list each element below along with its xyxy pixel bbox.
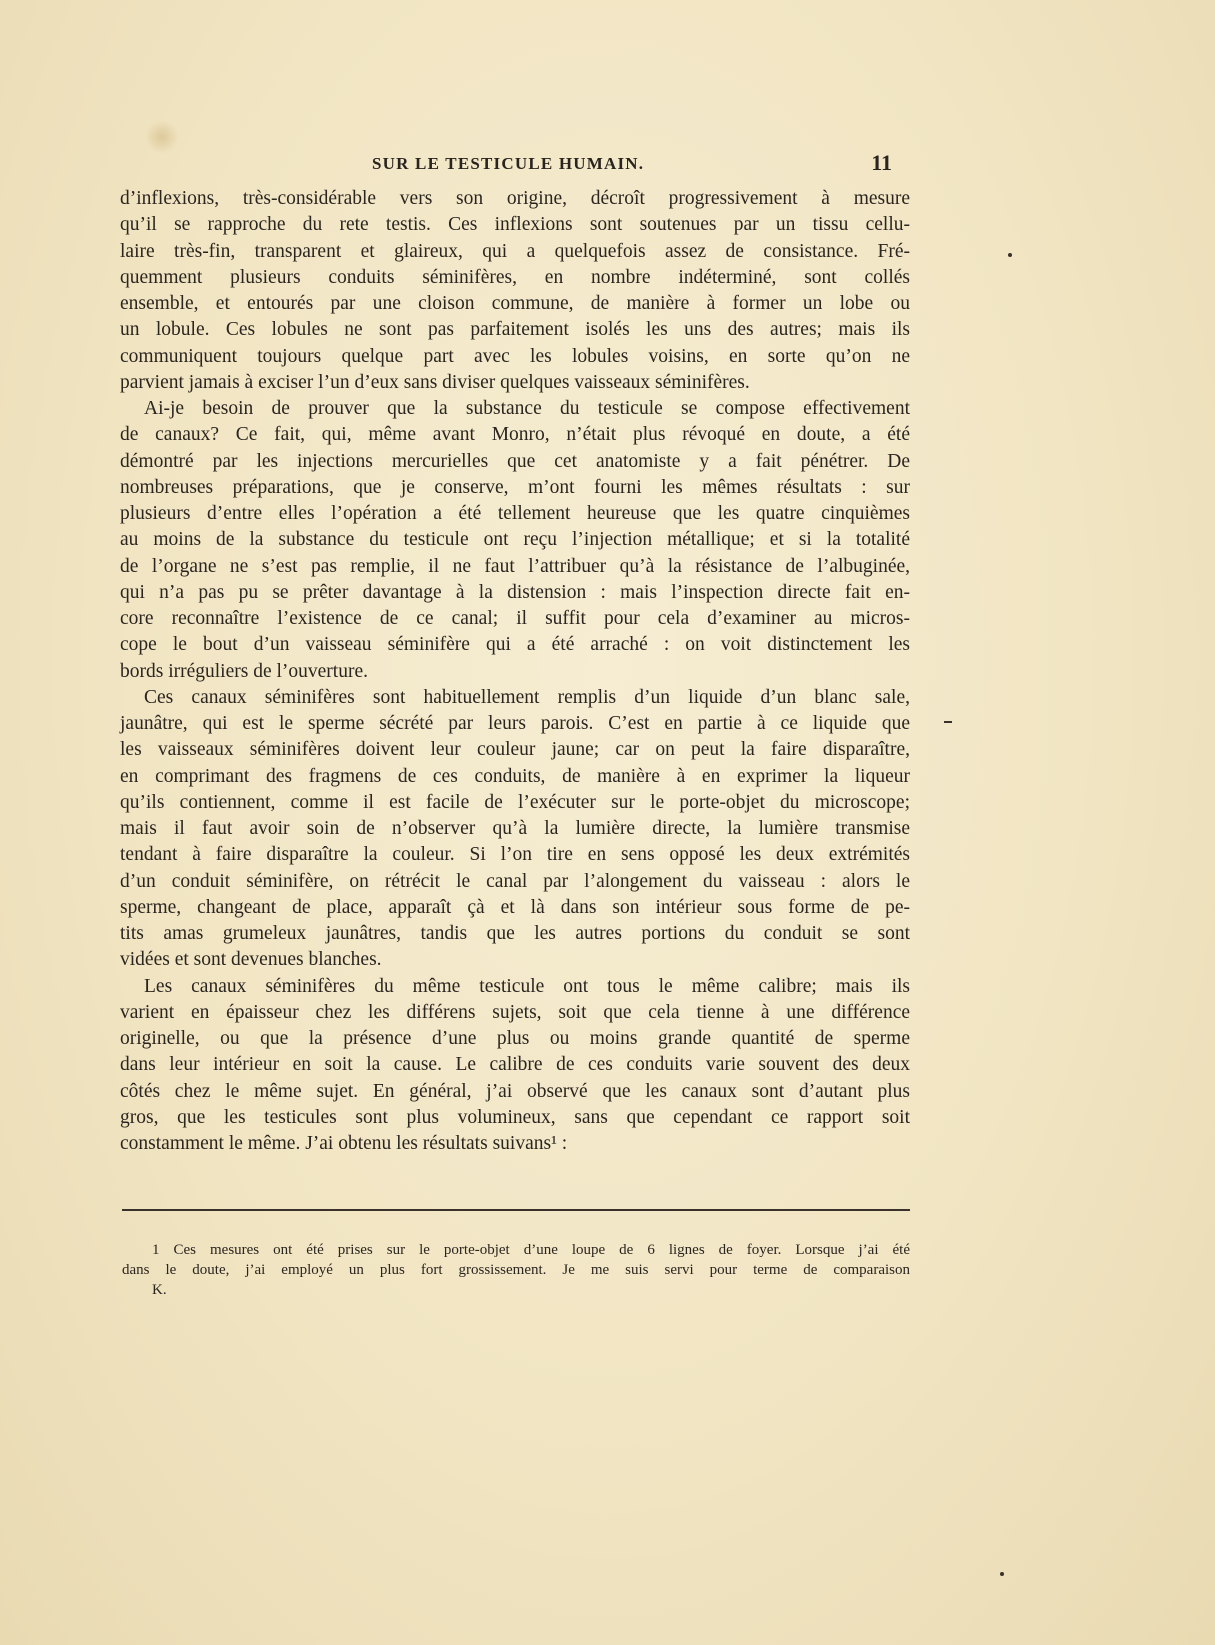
text-line: vidées et sont devenues blanches. — [120, 949, 382, 971]
running-head: SUR LE TESTICULE HUMAIN. — [372, 154, 645, 173]
text-line: d’un conduit séminifère, on rétrécit le canal par l’alongement du vaisseau : alors le — [120, 870, 910, 892]
text-line: bords irréguliers de l’ouverture. — [120, 660, 368, 682]
body-text — [120, 186, 910, 1157]
text-line: cope le bout d’un vaisseau séminifère qui a été arraché : on voit distinctement les — [120, 634, 910, 656]
text-line: d’inflexions, très-considérable vers son origine, décroît progressivement à mesure — [120, 188, 910, 209]
text-line: mais il faut avoir soin de n’observer qu’à la lumière directe, la lumière transmise — [120, 818, 910, 839]
text-line: gros, que les testicules sont plus volumineux, sans que cependant ce rapport soit — [120, 1106, 910, 1128]
text-line: tits amas grumeleux jaunâtres, tandis que les autres portions du conduit se sont — [120, 923, 910, 944]
text-line: de canaux? Ce fait, qui, même avant Monro, n’était plus révoqué en doute, a été — [120, 424, 910, 446]
text-line: core reconnaître l’existence de ce canal; il suffit pour cela d’examiner au micros- — [120, 608, 910, 629]
footnote-line: K. — [152, 1282, 167, 1298]
page-header — [120, 150, 900, 180]
text-line: jaunâtre, qui est le sperme sécrété par leurs parois. C’est en partie à ce liquide que — [120, 713, 910, 734]
text-line: qui n’a pas pu se prêter davantage à la distension : mais l’inspection directe fait en- — [120, 581, 910, 603]
text-line: sperme, changeant de place, apparaît çà et là dans son intérieur sous forme de pe- — [120, 896, 910, 918]
text-line: Ai-je besoin de prouver que la substance du testicule se compose effectivement — [144, 398, 910, 419]
text-line: qu’il se rapproche du rete testis. Ces inflexions sont soutenues par un tissu cellu- — [120, 214, 910, 236]
paper-stain — [145, 120, 179, 154]
text-line: tendant à faire disparaître la couleur. Si l’on tire en sens opposé les deux extrémités — [120, 844, 910, 866]
text-line: qu’ils contiennent, comme il est facile de l’exécuter sur le porte-objet du microscope; — [120, 791, 910, 813]
text-line: en comprimant des fragmens de ces conduits, de manière à en exprimer la liqueur — [120, 765, 910, 787]
text-line: dans leur intérieur en soit la cause. Le calibre de ces conduits varie souvent des deux — [120, 1054, 910, 1076]
text-line: ensemble, et entourés par une cloison commune, de manière à former un lobe ou — [120, 293, 910, 314]
margin-mark — [1000, 1572, 1004, 1576]
margin-mark — [1008, 253, 1012, 257]
text-line: de l’organe ne s’est pas remplie, il ne faut l’attribuer qu’à la résistance de l’albuginée, — [120, 555, 910, 577]
text-line: communiquent toujours quelque part avec les lobules voisins, en sorte qu’on ne — [120, 345, 910, 367]
text-line: côtés chez le même sujet. En général, j’ai observé que les canaux sont d’autant plus — [120, 1080, 910, 1102]
text-line: Les canaux séminifères du même testicule ont tous le même calibre; mais ils — [144, 975, 910, 997]
text-line: les vaisseaux séminifères doivent leur couleur jaune; car on peut la faire disparaître, — [120, 739, 910, 761]
margin-mark — [944, 721, 952, 723]
text-line: plusieurs d’entre elles l’opération a été tellement heureuse que les quatre cinquièmes — [120, 503, 910, 524]
text-line: au moins de la substance du testicule ont reçu l’injection métallique; et si la totalité — [120, 529, 910, 551]
text-line: démontré par les injections mercurielles que cet anatomiste y a fait pénétrer. De — [120, 450, 910, 472]
text-line: un lobule. Ces lobules ne sont pas parfaitement isolés les uns des autres; mais ils — [120, 319, 910, 341]
text-line: Ces canaux séminifères sont habituellement remplis d’un liquide d’un blanc sale, — [144, 686, 910, 708]
text-line: nombreuses préparations, que je conserve, m’ont fourni les mêmes résultats : sur — [120, 476, 910, 498]
text-line: quemment plusieurs conduits séminifères, en nombre indéterminé, sont collés — [120, 266, 910, 288]
text-line: parvient jamais à exciser l’un d’eux sans diviser quelques vaisseaux séminifères. — [120, 371, 750, 393]
footnote — [122, 1240, 910, 1300]
page-number: 11 — [871, 150, 892, 175]
footnote-line: 1 Ces mesures ont été prises sur le porte-objet d’une loupe de 6 lignes de foyer. Lorsque j’ai été — [152, 1242, 910, 1258]
footnote-rule — [122, 1209, 910, 1211]
text-line: constamment le même. J’ai obtenu les résultats suivans¹ : — [120, 1133, 568, 1154]
footnote-line: dans le doute, j’ai employé un plus fort grossissement. Je me suis servi pour terme de comparaison — [122, 1262, 910, 1278]
text-line: varient en épaisseur chez les différens sujets, soit que cela tienne à une différence — [120, 1001, 910, 1023]
text-line: originelle, ou que la présence d’une plus ou moins grande quantité de sperme — [120, 1028, 910, 1049]
text-line: laire très-fin, transparent et glaireux, qui a quelquefois assez de consistance. Fré- — [120, 240, 910, 262]
